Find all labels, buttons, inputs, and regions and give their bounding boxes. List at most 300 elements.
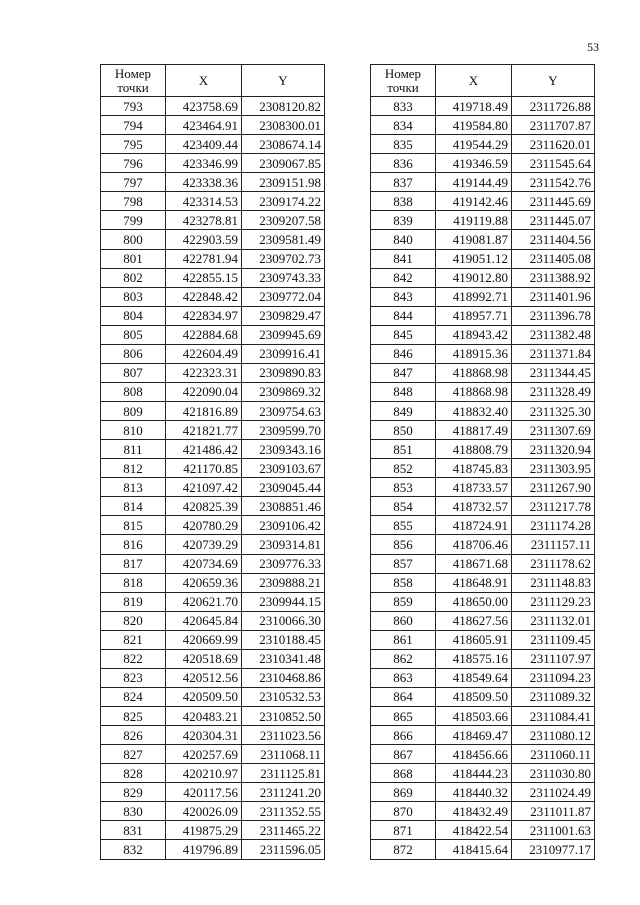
point-number-cell: 856 xyxy=(371,535,436,554)
table-row xyxy=(371,573,595,592)
table-row xyxy=(101,97,325,116)
y-coordinate-cell: 2309045.44 xyxy=(242,478,325,497)
point-number-cell: 807 xyxy=(101,363,166,382)
x-coordinate-cell: 420621.70 xyxy=(166,592,242,611)
table-row xyxy=(371,230,595,249)
x-coordinate-cell: 420304.31 xyxy=(166,726,242,745)
point-number-cell: 799 xyxy=(101,211,166,230)
point-number-cell: 845 xyxy=(371,325,436,344)
point-number-cell: 853 xyxy=(371,478,436,497)
point-number-cell: 817 xyxy=(101,554,166,573)
point-number-header xyxy=(371,65,436,97)
table-body-left xyxy=(101,97,325,860)
y-coordinate-cell: 2310852.50 xyxy=(242,707,325,726)
x-coordinate-cell: 420210.97 xyxy=(166,764,242,783)
table-row xyxy=(371,421,595,440)
x-coordinate-cell: 420669.99 xyxy=(166,630,242,649)
y-coordinate-cell: 2309945.69 xyxy=(242,325,325,344)
x-coordinate-cell: 421821.77 xyxy=(166,421,242,440)
x-header: X xyxy=(436,65,512,97)
table-row xyxy=(371,707,595,726)
coordinates-table-right xyxy=(370,64,595,860)
y-coordinate-cell: 2311060.11 xyxy=(512,745,595,764)
point-number-cell: 846 xyxy=(371,344,436,363)
point-number-cell: 859 xyxy=(371,592,436,611)
x-coordinate-cell: 419012.80 xyxy=(436,268,512,287)
table-row xyxy=(101,116,325,135)
point-number-cell: 862 xyxy=(371,649,436,668)
point-number-cell: 815 xyxy=(101,516,166,535)
y-coordinate-cell: 2311542.76 xyxy=(512,173,595,192)
x-coordinate-cell: 422781.94 xyxy=(166,249,242,268)
point-number-cell: 820 xyxy=(101,611,166,630)
point-number-cell: 868 xyxy=(371,764,436,783)
y-coordinate-cell: 2311001.63 xyxy=(512,821,595,840)
y-coordinate-cell: 2309890.83 xyxy=(242,363,325,382)
table-row xyxy=(371,249,595,268)
y-coordinate-cell: 2309776.33 xyxy=(242,554,325,573)
table-row xyxy=(371,363,595,382)
y-coordinate-cell: 2311465.22 xyxy=(242,821,325,840)
table-row xyxy=(101,573,325,592)
point-number-cell: 819 xyxy=(101,592,166,611)
point-number-cell: 806 xyxy=(101,344,166,363)
x-header: X xyxy=(166,65,242,97)
y-coordinate-cell: 2311388.92 xyxy=(512,268,595,287)
x-coordinate-cell: 420117.56 xyxy=(166,783,242,802)
point-number-cell: 864 xyxy=(371,687,436,706)
table-row xyxy=(101,440,325,459)
x-coordinate-cell: 418724.91 xyxy=(436,516,512,535)
y-coordinate-cell: 2311068.11 xyxy=(242,745,325,764)
x-coordinate-cell: 420825.39 xyxy=(166,497,242,516)
table-row xyxy=(371,154,595,173)
y-coordinate-cell: 2311445.07 xyxy=(512,211,595,230)
x-coordinate-cell: 422604.49 xyxy=(166,344,242,363)
y-coordinate-cell: 2311217.78 xyxy=(512,497,595,516)
table-row xyxy=(101,630,325,649)
x-coordinate-cell: 423464.91 xyxy=(166,116,242,135)
y-coordinate-cell: 2309174.22 xyxy=(242,192,325,211)
table-row xyxy=(101,668,325,687)
point-header-line2: точки xyxy=(387,79,419,95)
x-coordinate-cell: 418648.91 xyxy=(436,573,512,592)
y-coordinate-cell: 2311024.49 xyxy=(512,783,595,802)
x-coordinate-cell: 418732.57 xyxy=(436,497,512,516)
point-number-cell: 824 xyxy=(101,687,166,706)
table-row xyxy=(101,535,325,554)
x-coordinate-cell: 418422.54 xyxy=(436,821,512,840)
x-coordinate-cell: 419081.87 xyxy=(436,230,512,249)
point-number-cell: 838 xyxy=(371,192,436,211)
y-coordinate-cell: 2311084.41 xyxy=(512,707,595,726)
x-coordinate-cell: 420026.09 xyxy=(166,802,242,821)
table-row xyxy=(371,478,595,497)
table-row xyxy=(101,478,325,497)
table-row xyxy=(101,135,325,154)
y-coordinate-cell: 2309888.21 xyxy=(242,573,325,592)
table-row xyxy=(371,592,595,611)
x-coordinate-cell: 419544.29 xyxy=(436,135,512,154)
x-coordinate-cell: 418671.68 xyxy=(436,554,512,573)
table-row xyxy=(101,726,325,745)
y-coordinate-cell: 2309067.85 xyxy=(242,154,325,173)
table-row xyxy=(101,821,325,840)
y-coordinate-cell: 2311132.01 xyxy=(512,611,595,630)
y-coordinate-cell: 2308300.01 xyxy=(242,116,325,135)
point-number-cell: 866 xyxy=(371,726,436,745)
table-row xyxy=(101,592,325,611)
table-row xyxy=(101,268,325,287)
y-coordinate-cell: 2311241.20 xyxy=(242,783,325,802)
y-coordinate-cell: 2311303.95 xyxy=(512,459,595,478)
x-coordinate-cell: 418469.47 xyxy=(436,726,512,745)
point-number-cell: 843 xyxy=(371,287,436,306)
y-coordinate-cell: 2309343.16 xyxy=(242,440,325,459)
point-header-line2: точки xyxy=(117,79,149,95)
x-coordinate-cell: 418868.98 xyxy=(436,382,512,401)
x-coordinate-cell: 419119.88 xyxy=(436,211,512,230)
point-number-cell: 814 xyxy=(101,497,166,516)
x-coordinate-cell: 420780.29 xyxy=(166,516,242,535)
point-number-cell: 821 xyxy=(101,630,166,649)
table-row xyxy=(101,840,325,859)
point-number-cell: 827 xyxy=(101,745,166,764)
x-coordinate-cell: 418444.23 xyxy=(436,764,512,783)
x-coordinate-cell: 419144.49 xyxy=(436,173,512,192)
point-number-cell: 797 xyxy=(101,173,166,192)
coordinates-table-left xyxy=(100,64,325,860)
table-row xyxy=(101,306,325,325)
table-row xyxy=(101,402,325,421)
y-coordinate-cell: 2308120.82 xyxy=(242,97,325,116)
y-coordinate-cell: 2311011.87 xyxy=(512,802,595,821)
point-number-cell: 812 xyxy=(101,459,166,478)
point-number-cell: 828 xyxy=(101,764,166,783)
point-number-cell: 829 xyxy=(101,783,166,802)
y-coordinate-cell: 2311080.12 xyxy=(512,726,595,745)
table-row xyxy=(371,173,595,192)
y-coordinate-cell: 2311174.28 xyxy=(512,516,595,535)
y-coordinate-cell: 2309829.47 xyxy=(242,306,325,325)
table-row xyxy=(371,306,595,325)
table-row xyxy=(371,211,595,230)
point-number-cell: 830 xyxy=(101,802,166,821)
point-number-cell: 833 xyxy=(371,97,436,116)
table-row xyxy=(101,249,325,268)
y-coordinate-cell: 2311125.81 xyxy=(242,764,325,783)
table-row xyxy=(371,745,595,764)
point-number-cell: 869 xyxy=(371,783,436,802)
table-row xyxy=(101,611,325,630)
y-coordinate-cell: 2309151.98 xyxy=(242,173,325,192)
point-number-cell: 834 xyxy=(371,116,436,135)
x-coordinate-cell: 423338.36 xyxy=(166,173,242,192)
x-coordinate-cell: 419875.29 xyxy=(166,821,242,840)
table-row xyxy=(371,440,595,459)
y-coordinate-cell: 2311320.94 xyxy=(512,440,595,459)
x-coordinate-cell: 418415.64 xyxy=(436,840,512,859)
y-coordinate-cell: 2311405.08 xyxy=(512,249,595,268)
y-coordinate-cell: 2310977.17 xyxy=(512,840,595,859)
point-number-cell: 848 xyxy=(371,382,436,401)
x-coordinate-cell: 418957.71 xyxy=(436,306,512,325)
y-coordinate-cell: 2311545.64 xyxy=(512,154,595,173)
table-row xyxy=(101,344,325,363)
x-coordinate-cell: 421486.42 xyxy=(166,440,242,459)
x-coordinate-cell: 418456.66 xyxy=(436,745,512,764)
y-coordinate-cell: 2309207.58 xyxy=(242,211,325,230)
table-row xyxy=(101,211,325,230)
y-coordinate-cell: 2311109.45 xyxy=(512,630,595,649)
y-coordinate-cell: 2310532.53 xyxy=(242,687,325,706)
table-row xyxy=(101,554,325,573)
y-coordinate-cell: 2310188.45 xyxy=(242,630,325,649)
table-row xyxy=(371,135,595,154)
point-number-cell: 852 xyxy=(371,459,436,478)
point-number-cell: 822 xyxy=(101,649,166,668)
table-row xyxy=(371,668,595,687)
point-number-cell: 832 xyxy=(101,840,166,859)
x-coordinate-cell: 422090.04 xyxy=(166,382,242,401)
x-coordinate-cell: 423346.99 xyxy=(166,154,242,173)
y-coordinate-cell: 2311129.23 xyxy=(512,592,595,611)
point-number-cell: 795 xyxy=(101,135,166,154)
table-row xyxy=(101,802,325,821)
point-header-line1: Номер xyxy=(114,65,152,81)
point-number-cell: 857 xyxy=(371,554,436,573)
point-number-cell: 813 xyxy=(101,478,166,497)
y-coordinate-cell: 2311371.84 xyxy=(512,344,595,363)
table-row xyxy=(371,97,595,116)
point-number-cell: 850 xyxy=(371,421,436,440)
point-number-cell: 802 xyxy=(101,268,166,287)
x-coordinate-cell: 418503.66 xyxy=(436,707,512,726)
x-coordinate-cell: 420518.69 xyxy=(166,649,242,668)
x-coordinate-cell: 418650.00 xyxy=(436,592,512,611)
y-coordinate-cell: 2311023.56 xyxy=(242,726,325,745)
y-coordinate-cell: 2311344.45 xyxy=(512,363,595,382)
table-row xyxy=(101,154,325,173)
y-coordinate-cell: 2309106.42 xyxy=(242,516,325,535)
y-coordinate-cell: 2311157.11 xyxy=(512,535,595,554)
y-coordinate-cell: 2311328.49 xyxy=(512,382,595,401)
table-row xyxy=(371,840,595,859)
y-coordinate-cell: 2311089.32 xyxy=(512,687,595,706)
table-row xyxy=(101,764,325,783)
point-number-cell: 872 xyxy=(371,840,436,859)
y-coordinate-cell: 2311445.69 xyxy=(512,192,595,211)
point-number-cell: 839 xyxy=(371,211,436,230)
y-coordinate-cell: 2311707.87 xyxy=(512,116,595,135)
x-coordinate-cell: 422848.42 xyxy=(166,287,242,306)
point-number-cell: 831 xyxy=(101,821,166,840)
point-number-cell: 858 xyxy=(371,573,436,592)
x-coordinate-cell: 420257.69 xyxy=(166,745,242,764)
x-coordinate-cell: 423314.53 xyxy=(166,192,242,211)
point-number-cell: 801 xyxy=(101,249,166,268)
point-number-header xyxy=(101,65,166,97)
y-coordinate-cell: 2311178.62 xyxy=(512,554,595,573)
x-coordinate-cell: 419142.46 xyxy=(436,192,512,211)
point-number-cell: 811 xyxy=(101,440,166,459)
table-row xyxy=(101,649,325,668)
point-number-cell: 840 xyxy=(371,230,436,249)
point-number-cell: 863 xyxy=(371,668,436,687)
y-coordinate-cell: 2308851.46 xyxy=(242,497,325,516)
page-number: 53 xyxy=(587,40,599,54)
y-coordinate-cell: 2311030.80 xyxy=(512,764,595,783)
table-row xyxy=(371,554,595,573)
point-number-cell: 809 xyxy=(101,402,166,421)
x-coordinate-cell: 418627.56 xyxy=(436,611,512,630)
x-coordinate-cell: 420509.50 xyxy=(166,687,242,706)
point-number-cell: 793 xyxy=(101,97,166,116)
table-row xyxy=(371,287,595,306)
table-row xyxy=(101,325,325,344)
y-coordinate-cell: 2311396.78 xyxy=(512,306,595,325)
table-row xyxy=(371,726,595,745)
point-number-cell: 803 xyxy=(101,287,166,306)
y-coordinate-cell: 2309869.32 xyxy=(242,382,325,401)
point-number-cell: 800 xyxy=(101,230,166,249)
table-row xyxy=(371,325,595,344)
point-number-cell: 818 xyxy=(101,573,166,592)
y-coordinate-cell: 2309743.33 xyxy=(242,268,325,287)
x-coordinate-cell: 418745.83 xyxy=(436,459,512,478)
table-row xyxy=(371,611,595,630)
y-coordinate-cell: 2311404.56 xyxy=(512,230,595,249)
point-number-cell: 826 xyxy=(101,726,166,745)
table-row xyxy=(371,802,595,821)
point-number-cell: 854 xyxy=(371,497,436,516)
x-coordinate-cell: 420512.56 xyxy=(166,668,242,687)
point-number-cell: 794 xyxy=(101,116,166,135)
point-number-cell: 798 xyxy=(101,192,166,211)
x-coordinate-cell: 418432.49 xyxy=(436,802,512,821)
x-coordinate-cell: 418575.16 xyxy=(436,649,512,668)
y-coordinate-cell: 2311620.01 xyxy=(512,135,595,154)
x-coordinate-cell: 423409.44 xyxy=(166,135,242,154)
x-coordinate-cell: 420645.84 xyxy=(166,611,242,630)
y-coordinate-cell: 2309916.41 xyxy=(242,344,325,363)
point-number-cell: 808 xyxy=(101,382,166,401)
point-number-cell: 847 xyxy=(371,363,436,382)
table-row xyxy=(101,287,325,306)
point-number-cell: 851 xyxy=(371,440,436,459)
y-coordinate-cell: 2311267.90 xyxy=(512,478,595,497)
table-row xyxy=(101,687,325,706)
table-row xyxy=(371,630,595,649)
x-coordinate-cell: 418509.50 xyxy=(436,687,512,706)
x-coordinate-cell: 419796.89 xyxy=(166,840,242,859)
table-header-row xyxy=(101,65,325,97)
table-row xyxy=(371,344,595,363)
y-coordinate-cell: 2311307.69 xyxy=(512,421,595,440)
y-coordinate-cell: 2311325.30 xyxy=(512,402,595,421)
table-row xyxy=(101,497,325,516)
y-coordinate-cell: 2311107.97 xyxy=(512,649,595,668)
table-row xyxy=(101,363,325,382)
x-coordinate-cell: 420734.69 xyxy=(166,554,242,573)
x-coordinate-cell: 418440.32 xyxy=(436,783,512,802)
x-coordinate-cell: 418605.91 xyxy=(436,630,512,649)
x-coordinate-cell: 418915.36 xyxy=(436,344,512,363)
x-coordinate-cell: 418832.40 xyxy=(436,402,512,421)
y-coordinate-cell: 2308674.14 xyxy=(242,135,325,154)
x-coordinate-cell: 419346.59 xyxy=(436,154,512,173)
table-row xyxy=(371,459,595,478)
x-coordinate-cell: 418943.42 xyxy=(436,325,512,344)
point-number-cell: 870 xyxy=(371,802,436,821)
x-coordinate-cell: 422323.31 xyxy=(166,363,242,382)
x-coordinate-cell: 418868.98 xyxy=(436,363,512,382)
x-coordinate-cell: 421170.85 xyxy=(166,459,242,478)
table-row xyxy=(371,382,595,401)
table-row xyxy=(371,402,595,421)
table-row xyxy=(371,783,595,802)
x-coordinate-cell: 418808.79 xyxy=(436,440,512,459)
point-number-cell: 804 xyxy=(101,306,166,325)
x-coordinate-cell: 422834.97 xyxy=(166,306,242,325)
point-number-cell: 823 xyxy=(101,668,166,687)
x-coordinate-cell: 418549.64 xyxy=(436,668,512,687)
y-coordinate-cell: 2311094.23 xyxy=(512,668,595,687)
x-coordinate-cell: 420739.29 xyxy=(166,535,242,554)
x-coordinate-cell: 421097.42 xyxy=(166,478,242,497)
y-coordinate-cell: 2309754.63 xyxy=(242,402,325,421)
point-number-cell: 867 xyxy=(371,745,436,764)
table-row xyxy=(371,116,595,135)
x-coordinate-cell: 419584.80 xyxy=(436,116,512,135)
point-number-cell: 860 xyxy=(371,611,436,630)
table-row xyxy=(101,382,325,401)
table-row xyxy=(101,707,325,726)
point-number-cell: 842 xyxy=(371,268,436,287)
y-coordinate-cell: 2311352.55 xyxy=(242,802,325,821)
point-number-cell: 825 xyxy=(101,707,166,726)
x-coordinate-cell: 420483.21 xyxy=(166,707,242,726)
x-coordinate-cell: 421816.89 xyxy=(166,402,242,421)
y-coordinate-cell: 2309599.70 xyxy=(242,421,325,440)
x-coordinate-cell: 418817.49 xyxy=(436,421,512,440)
y-coordinate-cell: 2311401.96 xyxy=(512,287,595,306)
point-number-cell: 796 xyxy=(101,154,166,173)
point-header-line1: Номер xyxy=(384,65,422,81)
y-coordinate-cell: 2309702.73 xyxy=(242,249,325,268)
point-number-cell: 844 xyxy=(371,306,436,325)
point-number-cell: 837 xyxy=(371,173,436,192)
y-coordinate-cell: 2310066.30 xyxy=(242,611,325,630)
table-row xyxy=(371,497,595,516)
point-number-cell: 810 xyxy=(101,421,166,440)
table-row xyxy=(101,230,325,249)
x-coordinate-cell: 419718.49 xyxy=(436,97,512,116)
table-row xyxy=(101,745,325,764)
y-coordinate-cell: 2309772.04 xyxy=(242,287,325,306)
table-row xyxy=(371,535,595,554)
table-row xyxy=(371,764,595,783)
table-row xyxy=(371,821,595,840)
point-number-cell: 855 xyxy=(371,516,436,535)
point-number-cell: 836 xyxy=(371,154,436,173)
x-coordinate-cell: 423278.81 xyxy=(166,211,242,230)
x-coordinate-cell: 419051.12 xyxy=(436,249,512,268)
x-coordinate-cell: 422903.59 xyxy=(166,230,242,249)
table-header-row xyxy=(371,65,595,97)
table-row xyxy=(371,649,595,668)
x-coordinate-cell: 418733.57 xyxy=(436,478,512,497)
